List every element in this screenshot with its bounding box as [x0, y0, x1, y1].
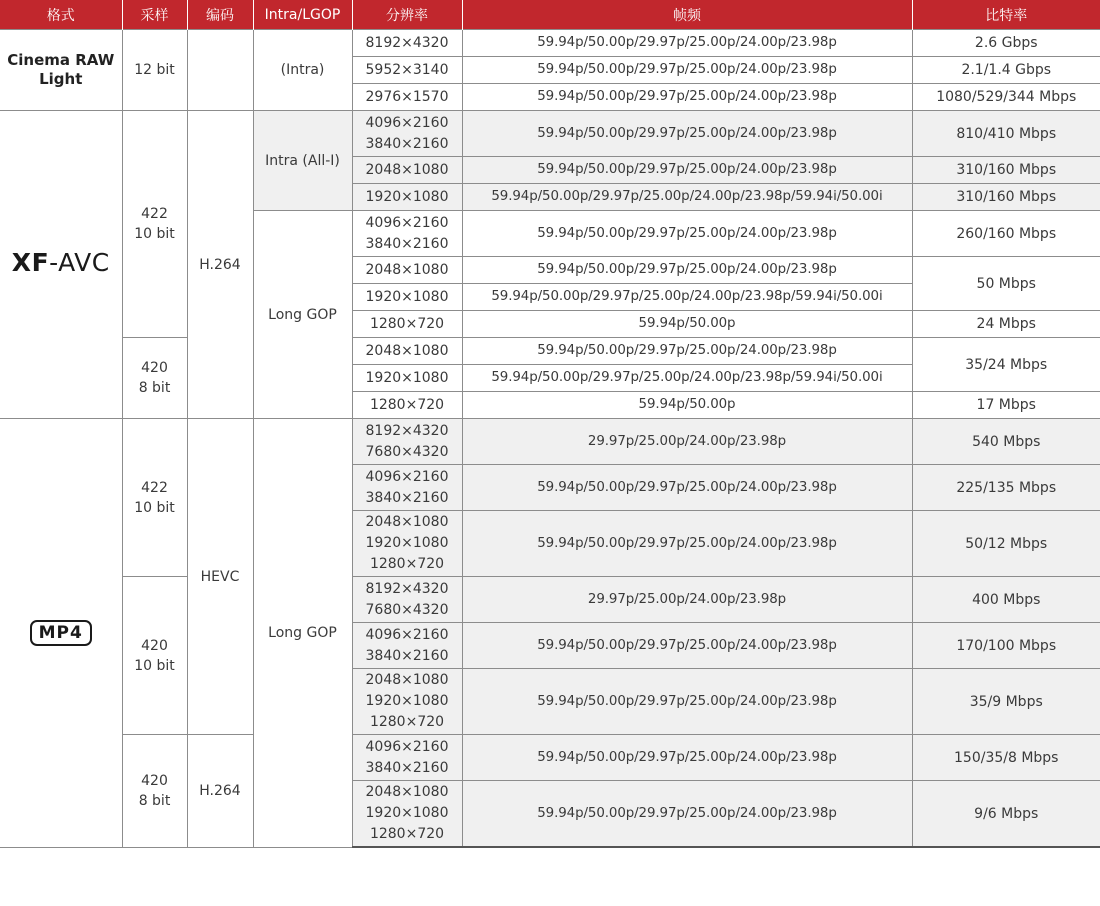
codec-cell: HEVC — [187, 419, 253, 735]
resolution-cell: 8192×4320 — [352, 30, 462, 57]
bitrate-cell: 1080/529/344 Mbps — [912, 84, 1100, 111]
gop-cell: Long GOP — [253, 419, 352, 848]
sampling-cell: 420 8 bit — [122, 338, 187, 419]
xf-avc-logo: XF-AVC — [11, 247, 110, 277]
bitrate-cell: 260/160 Mbps — [912, 211, 1100, 257]
bitrate-cell: 17 Mbps — [912, 392, 1100, 419]
frame-rate-cell: 59.94p/50.00p — [462, 392, 912, 419]
bitrate-cell: 24 Mbps — [912, 311, 1100, 338]
table-row — [0, 338, 1100, 365]
frame-rate-cell: 59.94p/50.00p/29.97p/25.00p/24.00p/23.98p/59.94i/50.00i — [462, 284, 912, 311]
bitrate-cell: 540 Mbps — [912, 419, 1100, 465]
format-label: Cinema RAW Light — [7, 51, 115, 88]
bitrate-cell: 225/135 Mbps — [912, 465, 1100, 511]
bitrate-cell: 310/160 Mbps — [912, 184, 1100, 211]
format-xf-avc — [0, 111, 122, 419]
resolution-cell: 2976×1570 — [352, 84, 462, 111]
frame-rate-cell: 29.97p/25.00p/24.00p/23.98p — [462, 577, 912, 623]
resolution-cell: 2048×1080 1920×1080 1280×720 — [352, 669, 462, 735]
resolution-cell: 4096×2160 3840×2160 — [352, 211, 462, 257]
format-mp4 — [0, 419, 122, 848]
bitrate-cell: 50 Mbps — [912, 257, 1100, 311]
bitrate-cell: 2.1/1.4 Gbps — [912, 57, 1100, 84]
resolution-cell: 2048×1080 1920×1080 1280×720 — [352, 511, 462, 577]
bitrate-cell: 400 Mbps — [912, 577, 1100, 623]
codec-cell-empty — [187, 30, 253, 111]
resolution-cell: 2048×1080 — [352, 257, 462, 284]
frame-rate-cell: 59.94p/50.00p/29.97p/25.00p/24.00p/23.98p — [462, 669, 912, 735]
frame-rate-cell: 59.94p/50.00p/29.97p/25.00p/24.00p/23.98p — [462, 57, 912, 84]
frame-rate-cell: 59.94p/50.00p/29.97p/25.00p/24.00p/23.98p — [462, 338, 912, 365]
gop-cell: Intra (All-I) — [253, 111, 352, 211]
sampling-cell: 420 10 bit — [122, 577, 187, 735]
resolution-cell: 2048×1080 — [352, 338, 462, 365]
resolution-cell: 1920×1080 — [352, 365, 462, 392]
resolution-cell: 5952×3140 — [352, 57, 462, 84]
sampling-cell: 422 10 bit — [122, 419, 187, 577]
resolution-cell: 1280×720 — [352, 311, 462, 338]
bitrate-cell: 9/6 Mbps — [912, 781, 1100, 848]
resolution-cell: 4096×2160 3840×2160 — [352, 735, 462, 781]
resolution-cell: 1920×1080 — [352, 184, 462, 211]
sampling-cell: 12 bit — [122, 30, 187, 111]
frame-rate-cell: 59.94p/50.00p/29.97p/25.00p/24.00p/23.98p — [462, 211, 912, 257]
frame-rate-cell: 59.94p/50.00p — [462, 311, 912, 338]
frame-rate-cell: 59.94p/50.00p/29.97p/25.00p/24.00p/23.98p — [462, 157, 912, 184]
gop-cell: (Intra) — [253, 30, 352, 111]
bitrate-cell: 810/410 Mbps — [912, 111, 1100, 157]
resolution-cell: 4096×2160 3840×2160 — [352, 111, 462, 157]
frame-rate-cell: 59.94p/50.00p/29.97p/25.00p/24.00p/23.98p/59.94i/50.00i — [462, 365, 912, 392]
header-bitrate: 比特率 — [912, 0, 1100, 30]
frame-rate-cell: 59.94p/50.00p/29.97p/25.00p/24.00p/23.98p — [462, 257, 912, 284]
header-codec: 编码 — [187, 0, 253, 30]
table-row — [0, 419, 1100, 465]
resolution-cell: 1280×720 — [352, 392, 462, 419]
resolution-cell: 4096×2160 3840×2160 — [352, 623, 462, 669]
bitrate-cell: 2.6 Gbps — [912, 30, 1100, 57]
bitrate-cell: 35/9 Mbps — [912, 669, 1100, 735]
sampling-cell: 422 10 bit — [122, 111, 187, 338]
resolution-cell: 1920×1080 — [352, 284, 462, 311]
frame-rate-cell: 59.94p/50.00p/29.97p/25.00p/24.00p/23.98p — [462, 465, 912, 511]
mp4-logo: MP4 — [30, 620, 92, 646]
frame-rate-cell: 59.94p/50.00p/29.97p/25.00p/24.00p/23.98p — [462, 511, 912, 577]
resolution-cell: 8192×4320 7680×4320 — [352, 577, 462, 623]
frame-rate-cell: 59.94p/50.00p/29.97p/25.00p/24.00p/23.98p — [462, 30, 912, 57]
frame-rate-cell: 59.94p/50.00p/29.97p/25.00p/24.00p/23.98p — [462, 735, 912, 781]
frame-rate-cell: 59.94p/50.00p/29.97p/25.00p/24.00p/23.98p — [462, 781, 912, 848]
resolution-cell: 4096×2160 3840×2160 — [352, 465, 462, 511]
bitrate-cell: 35/24 Mbps — [912, 338, 1100, 392]
table-header-row — [0, 0, 1100, 30]
resolution-cell: 2048×1080 — [352, 157, 462, 184]
header-frame-rate: 帧频 — [462, 0, 912, 30]
codec-cell: H.264 — [187, 735, 253, 848]
table-row — [0, 735, 1100, 781]
table-row — [0, 111, 1100, 157]
frame-rate-cell: 59.94p/50.00p/29.97p/25.00p/24.00p/23.98p — [462, 623, 912, 669]
format-cinema-raw-light — [0, 30, 122, 111]
bitrate-cell: 310/160 Mbps — [912, 157, 1100, 184]
table-row — [0, 30, 1100, 57]
header-intra-lgop: Intra/LGOP — [253, 0, 352, 30]
gop-cell: Long GOP — [253, 211, 352, 419]
resolution-cell: 2048×1080 1920×1080 1280×720 — [352, 781, 462, 848]
resolution-cell: 8192×4320 7680×4320 — [352, 419, 462, 465]
frame-rate-cell: 29.97p/25.00p/24.00p/23.98p — [462, 419, 912, 465]
bitrate-cell: 170/100 Mbps — [912, 623, 1100, 669]
header-sampling: 采样 — [122, 0, 187, 30]
bitrate-cell: 50/12 Mbps — [912, 511, 1100, 577]
sampling-cell: 420 8 bit — [122, 735, 187, 848]
table-row — [0, 577, 1100, 623]
frame-rate-cell: 59.94p/50.00p/29.97p/25.00p/24.00p/23.98p/59.94i/50.00i — [462, 184, 912, 211]
codec-cell: H.264 — [187, 111, 253, 419]
header-resolution: 分辨率 — [352, 0, 462, 30]
frame-rate-cell: 59.94p/50.00p/29.97p/25.00p/24.00p/23.98p — [462, 111, 912, 157]
bitrate-cell: 150/35/8 Mbps — [912, 735, 1100, 781]
frame-rate-cell: 59.94p/50.00p/29.97p/25.00p/24.00p/23.98p — [462, 84, 912, 111]
header-format: 格式 — [0, 0, 122, 30]
